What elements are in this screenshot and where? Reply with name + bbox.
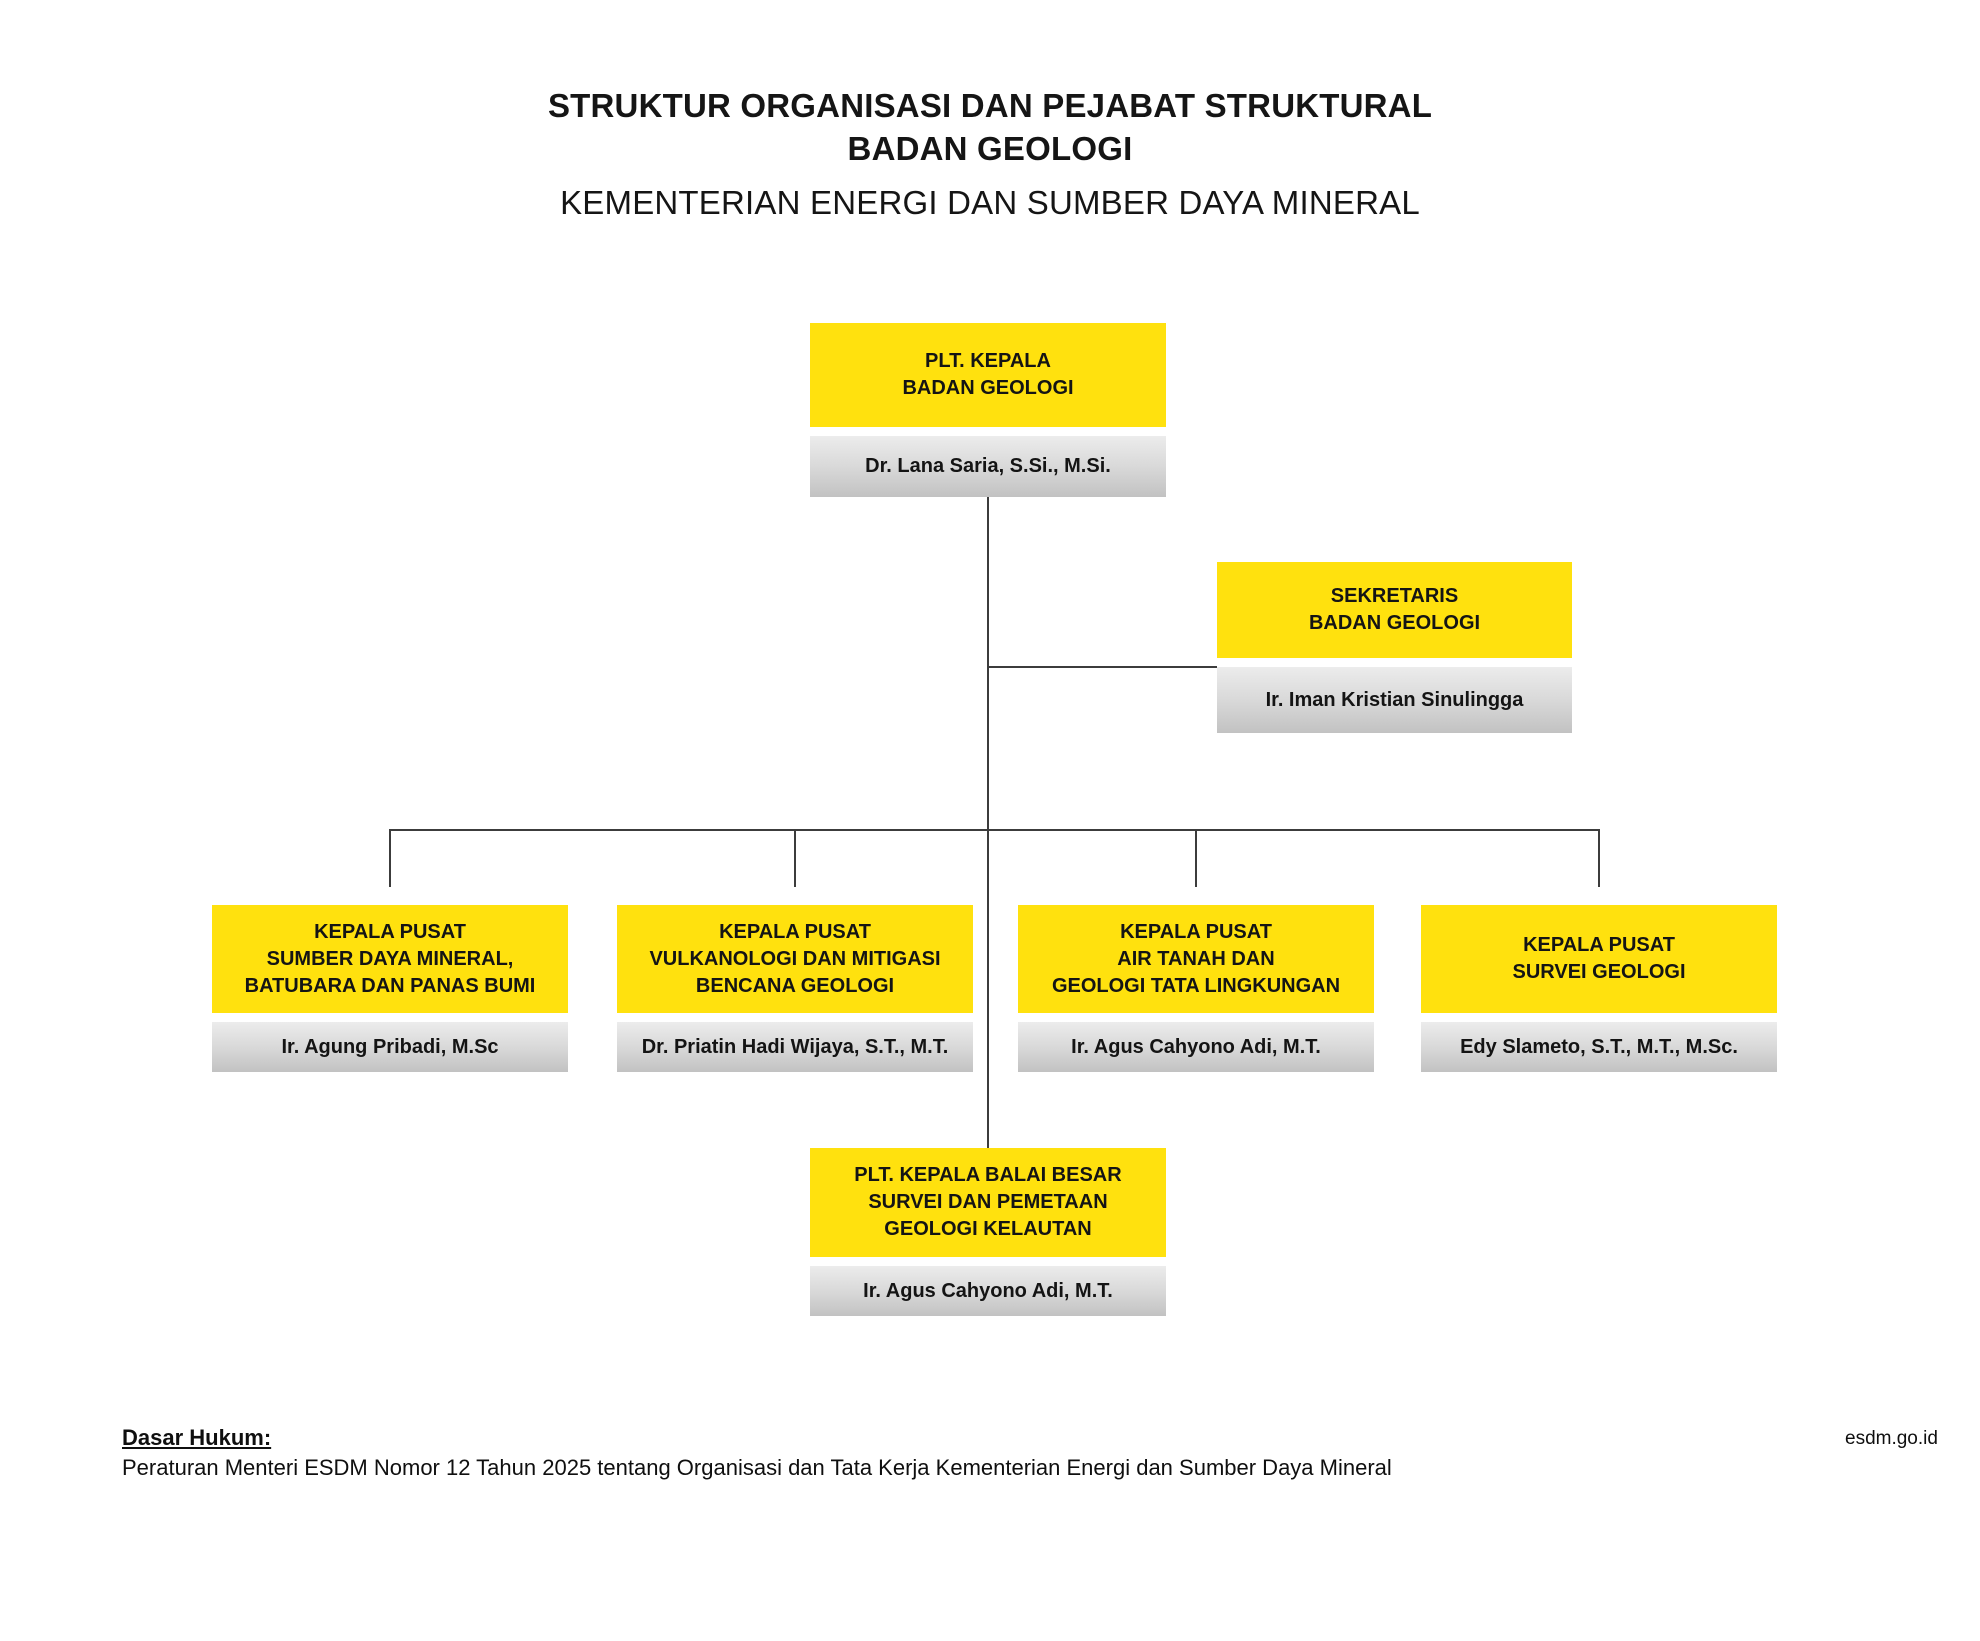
org-node-title-line: BADAN GEOLOGI [902,377,1074,399]
page-title [0,84,1980,224]
connector-drop-4 [1598,829,1600,887]
org-node-title-line: VULKANOLOGI DAN MITIGASI [649,947,941,970]
org-node-officer-name: Dr. Priatin Hadi Wijaya, S.T., M.T. [617,1022,973,1072]
org-node-title-line: BENCANA GEOLOGI [695,974,895,997]
legal-basis-heading: Dasar Hukum: [122,1425,272,1450]
org-node-sekretaris-badan-geologi [1217,562,1572,733]
org-node-title-line: SURVEI DAN PEMETAAN [868,1191,1108,1213]
title-line-3: KEMENTERIAN ENERGI DAN SUMBER DAYA MINERAL [560,184,1420,221]
org-node-title-line: BADAN GEOLOGI [1308,612,1481,634]
title-line-2: BADAN GEOLOGI [847,130,1133,167]
org-node-kepala-pusat-air-tanah [1018,905,1374,1072]
org-node-officer-name: Ir. Agus Cahyono Adi, M.T. [810,1266,1166,1316]
org-node-title-box [212,905,568,1013]
legal-basis-text: Peraturan Menteri ESDM Nomor 12 Tahun 2025 tentang Organisasi dan Tata Kerja Kementerian Energi dan Sumber Daya Mineral [122,1455,1392,1480]
org-node-plt-kepala-balai-besar [810,1148,1166,1316]
connector-drop-3 [1195,829,1197,887]
org-node-plt-kepala-badan-geologi [810,323,1166,497]
connector-distribution-horizontal [389,829,1600,831]
org-node-title-line: KEPALA PUSAT [719,920,871,943]
org-node-title-line: GEOLOGI TATA LINGKUNGAN [1051,974,1341,997]
org-node-title-line: GEOLOGI KELAUTAN [884,1218,1092,1240]
org-node-title-line: BATUBARA DAN PANAS BUMI [244,974,536,997]
connector-trunk-vertical [987,497,989,1148]
org-node-kepala-pusat-survei-geologi [1421,905,1777,1072]
org-node-title-line: SURVEI GEOLOGI [1512,961,1686,983]
title-line-1: STRUKTUR ORGANISASI DAN PEJABAT STRUKTURAL [547,87,1433,124]
legal-basis-section [122,1424,1392,1482]
org-node-title-line: AIR TANAH DAN [1117,947,1275,970]
website-label: esdm.go.id [1845,1428,1938,1449]
org-node-title-box [1421,905,1777,1013]
org-node-officer-name: Ir. Agung Pribadi, M.Sc [212,1022,568,1072]
org-node-title-line: KEPALA PUSAT [1523,934,1675,956]
org-node-officer-name: Edy Slameto, S.T., M.T., M.Sc. [1421,1022,1777,1072]
org-node-officer-name: Dr. Lana Saria, S.Si., M.Si. [810,436,1166,497]
org-node-officer-name: Ir. Iman Kristian Sinulingga [1217,667,1572,733]
connector-drop-1 [389,829,391,887]
org-node-title-box [1018,905,1374,1013]
org-node-title-line: SUMBER DAYA MINERAL, [266,947,514,970]
org-node-title-line: KEPALA PUSAT [314,920,466,943]
org-node-title-line: KEPALA PUSAT [1120,920,1272,943]
org-node-title-box [810,323,1166,427]
org-node-title-line: SEKRETARIS [1330,585,1459,607]
connector-branch-sekretaris [987,666,1217,668]
org-node-kepala-pusat-vulkanologi [617,905,973,1072]
org-node-kepala-pusat-sumber-daya-mineral [212,905,568,1072]
org-node-title-box [810,1148,1166,1257]
org-node-officer-name: Ir. Agus Cahyono Adi, M.T. [1018,1022,1374,1072]
org-node-title-box [617,905,973,1013]
org-node-title-line: PLT. KEPALA [925,350,1051,372]
org-node-title-box [1217,562,1572,658]
org-node-title-line: PLT. KEPALA BALAI BESAR [854,1164,1122,1186]
connector-drop-2 [794,829,796,887]
